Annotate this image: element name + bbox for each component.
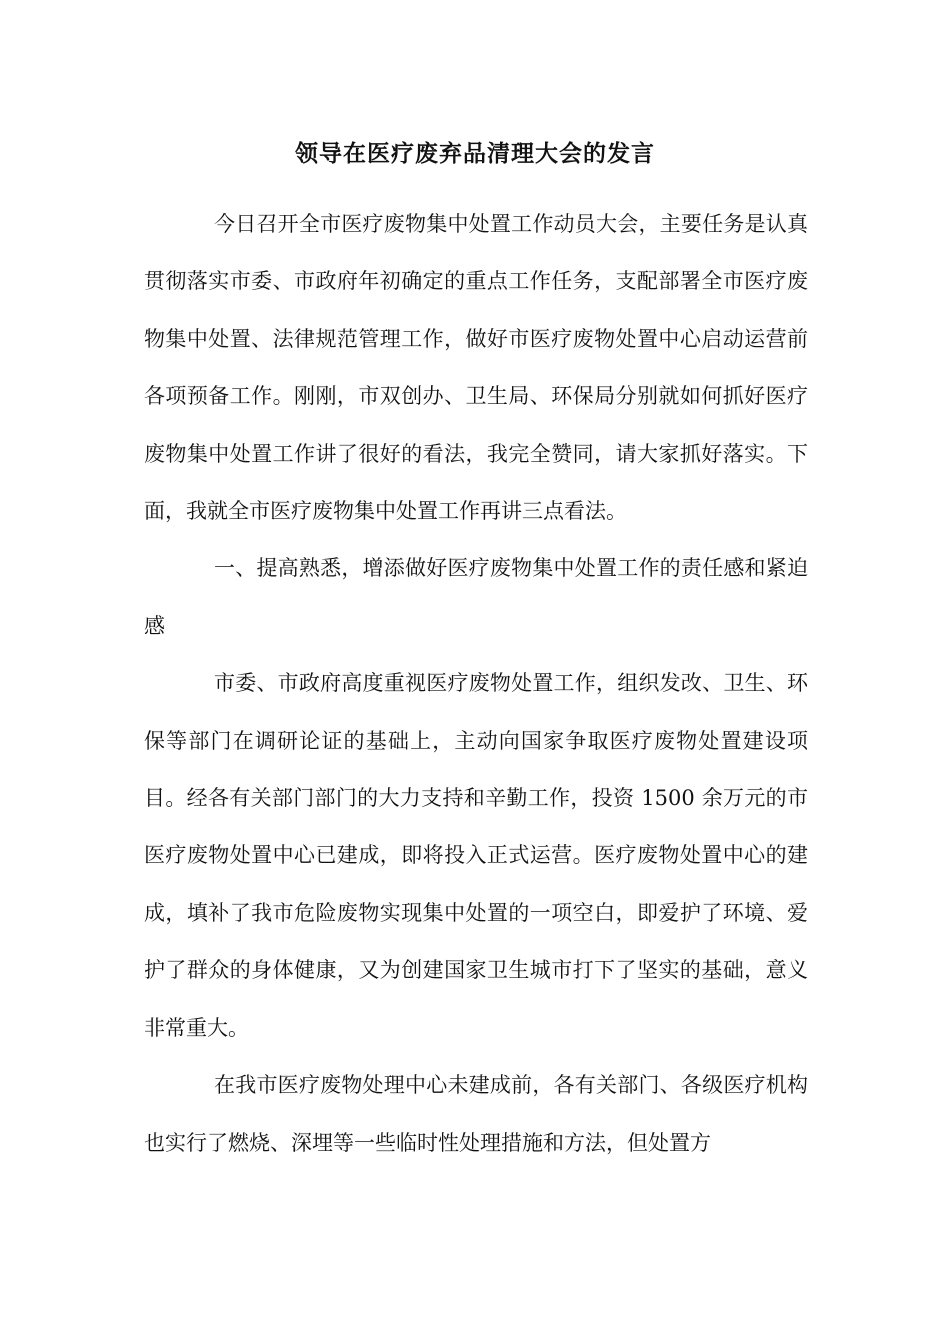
paragraph-section-heading: 一、提高熟悉，增添做好医疗废物集中处置工作的责任感和紧迫感 [144,556,808,638]
document-title: 领导在医疗废弃品清理大会的发言 [295,141,655,167]
paragraph-background: 市委、市政府高度重视医疗废物处置工作，组织发改、卫生、环保等部门在调研论证的基础上，主动向国家争取医疗废物处置建设项目。经各有关部门部门的大力支持和辛勤工作，投资 1500 余万元的市医疗废物处置中心已建成，即将投入正式运营。医疗废物处置中心的建成，填补了我市危险废物实现集中处置的一项空白，即爱护了环境、爱护了群众的身体健康，又为创建国家卫生城市打下了坚实的基础，意义非常重大。 [144,671,808,1040]
document-body [144,196,808,1172]
paragraph-intro: 今日召开全市医疗废物集中处置工作动员大会，主要任务是认真贯彻落实市委、市政府年初确定的重点工作任务，支配部署全市医疗废物集中处置、法律规范管理工作，做好市医疗废物处置中心启动运营前各项预备工作。刚刚，市双创办、卫生局、环保局分别就如何抓好医疗废物集中处置工作讲了很好的看法，我完全赞同，请大家抓好落实。下面，我就全市医疗废物集中处置工作再讲三点看法。 [144,212,808,524]
paragraph-previous-methods: 在我市医疗废物处理中心未建成前，各有关部门、各级医疗机构也实行了燃烧、深埋等一些临时性处理措施和方法，但处置方 [144,1073,808,1155]
